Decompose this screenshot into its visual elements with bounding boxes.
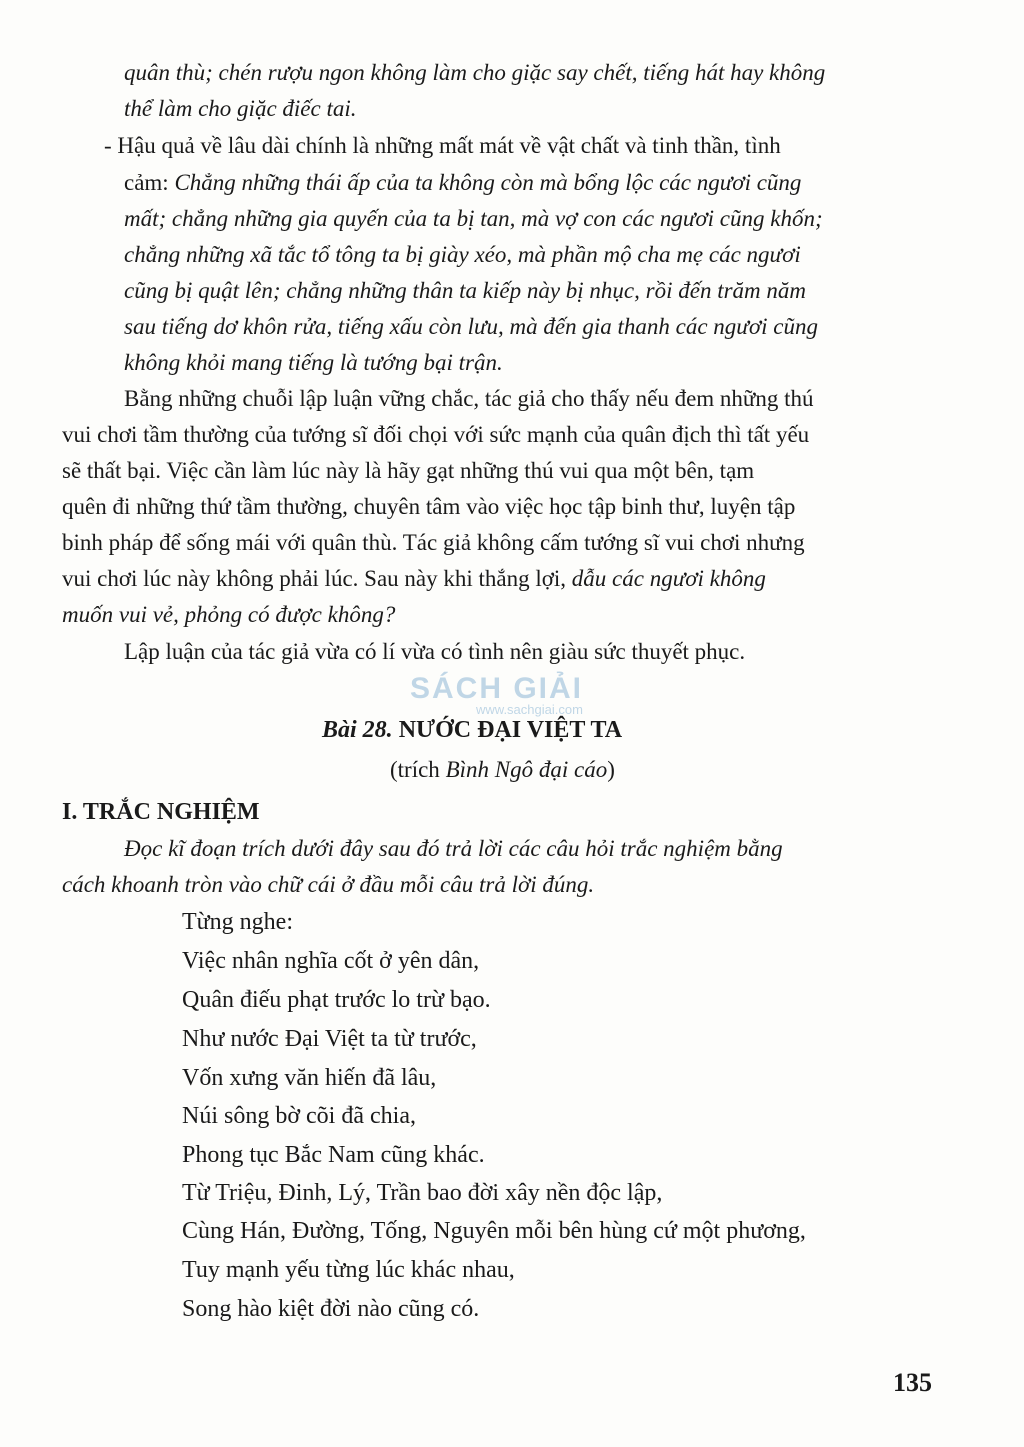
poem-line: Tuy mạnh yếu từng lúc khác nhau, — [182, 1257, 515, 1283]
text-line: quân thù; chén rượu ngon không làm cho giặc say chết, tiếng hát hay không — [124, 60, 826, 85]
lesson-number: Bài 28. — [322, 717, 393, 743]
poem-line: Song hào kiệt đời nào cũng có. — [182, 1296, 480, 1322]
poem-line: Việc nhân nghĩa cốt ở yên dân, — [182, 948, 480, 974]
poem-line: Quân điếu phạt trước lo trừ bạo. — [182, 987, 491, 1013]
quote-line: muốn vui vẻ, phỏng có được không? — [62, 602, 396, 627]
poem-line: Núi sông bờ cõi đã chia, — [182, 1103, 416, 1129]
poem-line: Từng nghe: — [182, 909, 293, 935]
bullet-line: - Hậu quả về lâu dài chính là những mất mát về vật chất và tinh thần, tình — [104, 133, 781, 158]
poem-line: Phong tục Bắc Nam cũng khác. — [182, 1142, 485, 1168]
subtitle-source: Bình Ngô đại cáo — [445, 757, 608, 782]
watermark-url: www.sachgiai.com — [476, 702, 583, 717]
text-line: thể làm cho giặc điếc tai. — [124, 96, 357, 121]
poem-line: Như nước Đại Việt ta từ trước, — [182, 1026, 477, 1052]
text-line: quên đi những thứ tầm thường, chuyên tâm vào việc học tập binh thư, luyện tập — [62, 494, 796, 519]
quote-line: không khỏi mang tiếng là tướng bại trận. — [124, 350, 503, 375]
subtitle-suffix: ) — [607, 757, 615, 782]
text-line: vui chơi tầm thường của tướng sĩ đối chọi với sức mạnh của quân địch thì tất yếu — [62, 422, 810, 447]
quote-line: chẳng những xã tắc tổ tông ta bị giày xéo, mà phần mộ cha mẹ các ngươi — [124, 242, 801, 267]
text-line: Lập luận của tác giả vừa có lí vừa có tình nên giàu sức thuyết phục. — [124, 639, 746, 664]
text-line: Bằng những chuỗi lập luận vững chắc, tác giả cho thấy nếu đem những thú — [124, 386, 814, 411]
poem-line: Từ Triệu, Đinh, Lý, Trần bao đời xây nền độc lập, — [182, 1180, 663, 1206]
text-span: cảm: — [124, 170, 175, 195]
instruction-line: Đọc kĩ đoạn trích dưới đây sau đó trả lời các câu hỏi trắc nghiệm bằng — [124, 836, 783, 861]
text-span: vui chơi lúc này không phải lúc. Sau này khi thắng lợi, — [62, 566, 572, 591]
page-number: 135 — [893, 1368, 932, 1397]
text-line — [62, 564, 766, 594]
quote-line: cũng bị quật lên; chẳng những thân ta kiếp này bị nhục, rồi đến trăm năm — [124, 278, 807, 303]
lesson-subtitle — [390, 755, 615, 785]
watermark-text: SÁCH GIẢI — [410, 672, 584, 705]
poem-line: Cùng Hán, Đường, Tống, Nguyên mỗi bên hùng cứ một phương, — [182, 1218, 806, 1244]
poem-line: Vốn xưng văn hiến đã lâu, — [182, 1065, 437, 1091]
subtitle-prefix: (trích — [390, 757, 446, 782]
lesson-name: NƯỚC ĐẠI VIỆT TA — [398, 717, 623, 743]
instruction-line: cách khoanh tròn vào chữ cái ở đầu mỗi câu trả lời đúng. — [62, 872, 595, 897]
section-heading: I. TRẮC NGHIỆM — [62, 799, 260, 825]
text-line — [124, 168, 801, 198]
text-line: binh pháp để sống mái với quân thù. Tác giả không cấm tướng sĩ vui chơi nhưng — [62, 530, 805, 555]
quote-line: mất; chẳng những gia quyến của ta bị tan, mà vợ con các ngươi cũng khốn; — [124, 206, 823, 231]
quote-span: dẫu các ngươi không — [571, 566, 766, 591]
quote-line: sau tiếng dơ khôn rửa, tiếng xấu còn lưu, mà đến gia thanh các ngươi cũng — [124, 314, 818, 339]
text-line: sẽ thất bại. Việc cần làm lúc này là hãy gạt những thú vui qua một bên, tạm — [62, 458, 755, 483]
lesson-title — [322, 715, 622, 745]
quote-span: Chẳng những thái ấp của ta không còn mà bổng lộc các ngươi cũng — [174, 170, 802, 195]
